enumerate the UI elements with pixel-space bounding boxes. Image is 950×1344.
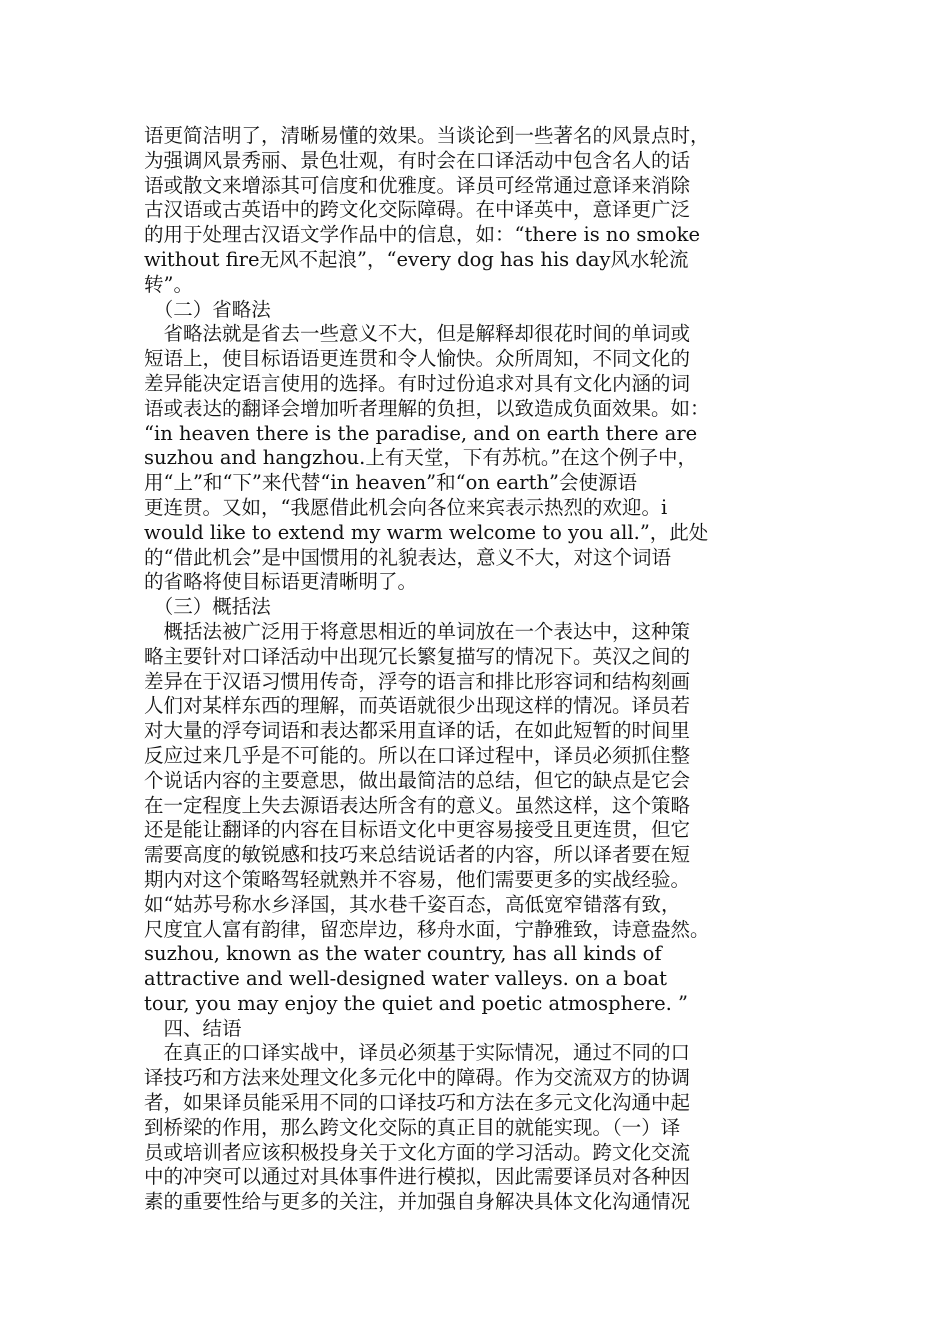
text-line: 需要高度的敏锐感和技巧来总结说话者的内容，所以译者要在短	[144, 843, 691, 867]
text-line: 还是能让翻译的内容在目标语文化中更容易接受且更连贯，但它	[144, 818, 691, 842]
text-line: attractive and well-designed water valleys. on a boat	[144, 967, 667, 991]
text-line: without fire无风不起浪”，“every dog has his day风水轮流	[144, 247, 689, 271]
text-line: 的“借此机会”是中国惯用的礼貌表达，意义不大，对这个词语	[144, 545, 671, 569]
text-line: 在一定程度上失去源语表达所含有的意义。虽然这样，这个策略	[144, 793, 691, 817]
text-line: 略主要针对口译活动中出现冗长繁复描写的情况下。英汉之间的	[144, 644, 691, 668]
text-line: 差异在于汉语习惯用传奇，浮夸的语言和排比形容词和结构刻画	[144, 669, 691, 693]
text-line: would like to extend my warm welcome to you all.”，此处	[144, 520, 709, 544]
text-line: 的省略将使目标语更清晰明了。	[144, 570, 418, 594]
text-line: 省略法就是省去一些意义不大，但是解释却很花时间的单词或	[144, 322, 691, 346]
text-line: 对大量的浮夸词语和表达都采用直译的话，在如此短暂的时间里	[144, 719, 691, 743]
text-line: 用“上”和“下”来代替“in heaven”和“on earth”会使源语	[144, 471, 637, 495]
section-heading: （三）概括法	[144, 595, 271, 619]
text-line: 者，如果译员能采用不同的口译技巧和方法在多元文化沟通中起	[144, 1091, 691, 1115]
text-line: 员或培训者应该积极投身关于文化方面的学习活动。跨文化交流	[144, 1140, 691, 1164]
text-line: 期内对这个策略驾轻就熟并不容易，他们需要更多的实战经验。	[144, 867, 691, 891]
text-line: 在真正的口译实战中，译员必须基于实际情况，通过不同的口	[144, 1041, 691, 1065]
text-line: suzhou, known as the water country, has all kinds of	[144, 942, 662, 966]
text-line: “in heaven there is the paradise, and on earth there are	[144, 421, 698, 445]
text-line: 尺度宜人富有韵律，留恋岸边，移舟水面，宁静雅致，诗意盎然。	[144, 917, 710, 941]
text-line: tour, you may enjoy the quiet and poetic atmosphere. ”	[144, 991, 688, 1015]
text-line: 个说话内容的主要意思，做出最简洁的总结，但它的缺点是它会	[144, 768, 691, 792]
text-line: 短语上，使目标语语更连贯和令人愉快。众所周知，不同文化的	[144, 347, 691, 371]
text-line: 的用于处理古汉语文学作品中的信息，如：“there is no smoke	[144, 223, 700, 247]
text-line: 更连贯。又如，“我愿借此机会向各位来宾表示热烈的欢迎。i	[144, 495, 668, 519]
document-body	[144, 124, 789, 1215]
text-line: 人们对某样东西的理解，而英语就很少出现这样的情况。译员若	[144, 694, 691, 718]
text-line: 素的重要性给与更多的关注，并加强自身解决具体文化沟通情况	[144, 1190, 691, 1214]
text-line: suzhou and hangzhou.上有天堂，下有苏杭。”在这个例子中，	[144, 446, 698, 470]
text-line: 转”。	[144, 272, 193, 296]
text-line: 差异能决定语言使用的选择。有时过份追求对具有文化内涵的词	[144, 371, 691, 395]
text-line: 语或表达的翻译会增加听者理解的负担，以致造成负面效果。如：	[144, 396, 710, 420]
text-line: 为强调风景秀丽、景色壮观，有时会在口译活动中包含名人的话	[144, 148, 691, 172]
text-line: 概括法被广泛用于将意思相近的单词放在一个表达中，这种策	[144, 619, 691, 643]
text-line: 古汉语或古英语中的跨文化交际障碍。在中译英中，意译更广泛	[144, 198, 691, 222]
text-line: 到桥梁的作用，那么跨文化交际的真正目的就能实现。（一）译	[144, 1115, 681, 1139]
text-line: 语更简洁明了，清晰易懂的效果。当谈论到一些著名的风景点时，	[144, 124, 710, 147]
text-line: 中的冲突可以通过对具体事件进行模拟，因此需要译员对各种因	[144, 1165, 691, 1189]
section-heading: （二）省略法	[144, 297, 271, 321]
text-line: 如“姑苏号称水乡泽国，其水巷千姿百态，高低宽窄错落有致，	[144, 892, 681, 916]
text-line: 译技巧和方法来处理文化多元化中的障碍。作为交流双方的协调	[144, 1066, 691, 1090]
text-line: 反应过来几乎是不可能的。所以在口译过程中，译员必须抓住整	[144, 743, 691, 767]
text-line: 语或散文来增添其可信度和优雅度。译员可经常通过意译来消除	[144, 173, 691, 197]
section-heading: 四、结语	[144, 1016, 242, 1040]
